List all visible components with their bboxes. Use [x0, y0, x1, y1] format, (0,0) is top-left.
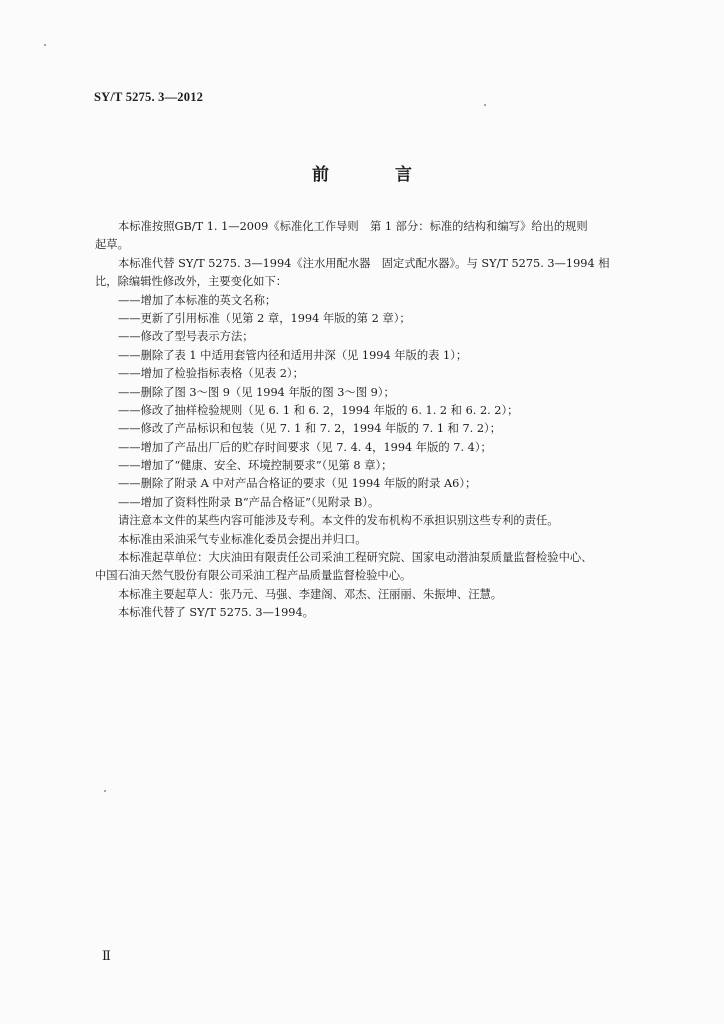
text-line: 起草。 [95, 238, 129, 252]
text-line: 本标准代替了 SY/T 5275. 3—1994。 [118, 606, 314, 620]
text-line: 本标准起草单位：大庆油田有限责任公司采油工程研究院、国家电动潜油泵质量监督检验中心、 [118, 551, 593, 565]
text-line: ——修改了抽样检验规则（见 6. 1 和 6. 2，1994 年版的 6. 1. 2 和 6. 2. 2）； [118, 403, 519, 417]
text-line: 中国石油天然气股份有限公司采油工程产品质量监督检验中心。 [95, 569, 412, 583]
foreword-body [95, 218, 661, 623]
text-line: ——修改了型号表示方法； [118, 330, 254, 344]
text-line: ——删除了图 3～图 9（见 1994 年版的图 3～图 9）； [118, 385, 395, 399]
text-line: ——增加了产品出厂后的贮存时间要求（见 7. 4. 4，1994 年版的 7. 4）； [118, 440, 492, 454]
text-line: 请注意本文件的某些内容可能涉及专利。本文件的发布机构不承担识别这些专利的责任。 [118, 514, 559, 528]
page-number: Ⅱ [102, 948, 111, 963]
text-line: 本标准主要起草人：张乃元、马强、李建阁、邓杰、汪丽丽、朱振坤、汪慧。 [118, 587, 503, 601]
text-line: ——增加了本标准的英文名称； [118, 293, 277, 307]
text-line: 本标准由采油采气专业标准化委员会提出并归口。 [118, 532, 367, 546]
text-line: ——增加了检验指标表格（见表 2）； [118, 367, 304, 381]
text-line: ——删除了附录 A 中对产品合格证的要求（见 1994 年版的附录 A6）； [118, 477, 477, 491]
text-line: 比，除编辑性修改外，主要变化如下： [95, 275, 288, 289]
text-line: ——更新了引用标准（见第 2 章，1994 年版的第 2 章）； [118, 311, 411, 325]
text-line: ——增加了“健康、安全、环境控制要求”（见第 8 章）； [118, 459, 393, 473]
scan-speck [484, 104, 486, 106]
text-line: ——修改了产品标识和包装（见 7. 1 和 7. 2，1994 年版的 7. 1 和 7. 2）； [118, 422, 501, 436]
text-line: 本标准按照GB/T 1. 1—2009《标准化工作导则 第 1 部分：标准的结构和编写》给出的规则 [118, 220, 588, 233]
text-line: ——删除了表 1 中适用套管内径和适用井深（见 1994 年版的表 1）； [118, 348, 468, 362]
text-line: ——增加了资料性附录 B“产品合格证”（见附录 B）。 [118, 495, 380, 509]
standard-code: SY/T 5275. 3—2012 [94, 90, 204, 104]
text-line: 本标准代替 SY/T 5275. 3—1994《注水用配水器 固定式配水器》。与 SY/T 5275. 3—1994 相 [118, 256, 610, 270]
scan-speck [44, 44, 46, 46]
page-title: 前 言 [312, 165, 442, 185]
scan-speck [104, 790, 106, 792]
